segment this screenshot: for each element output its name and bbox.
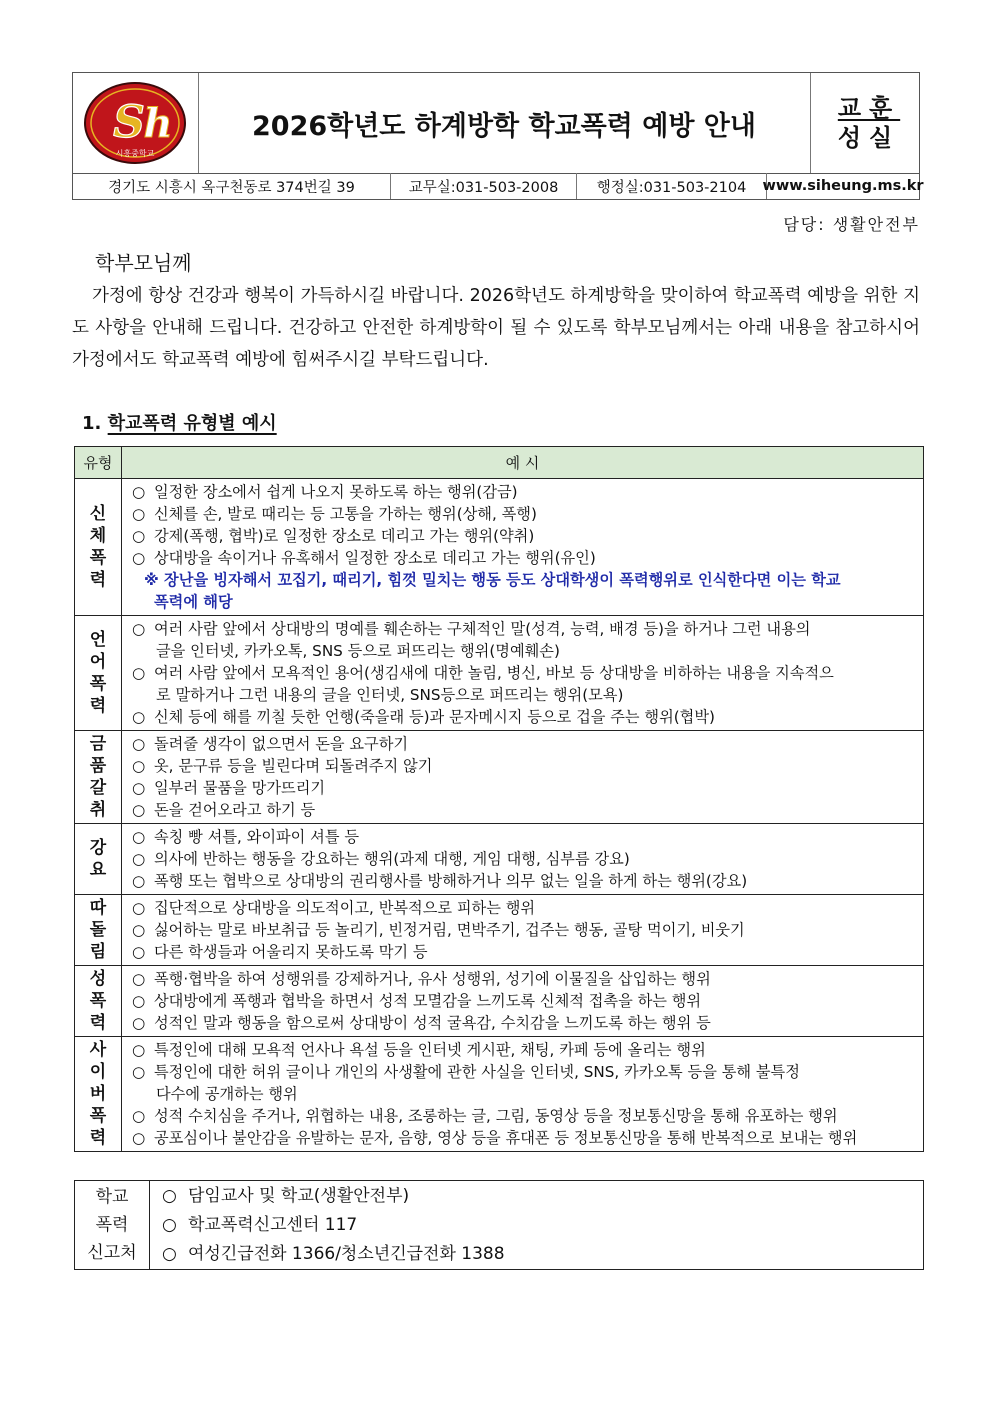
violence-type-label: 성 폭 력 — [75, 966, 122, 1037]
example-item: 글을 인터넷, 카카오톡, SNS 등으로 퍼뜨리는 행위(명예훼손) — [156, 642, 560, 660]
example-item: ○ 성적인 말과 행동을 함으로써 상대방이 성적 굴욕감, 수치감을 느끼도록 하는 행위 등 — [132, 1014, 711, 1032]
bullet-icon: ○ — [132, 828, 146, 846]
example-item: ○ 옷, 문구류 등을 빌린다며 되돌려주지 않기 — [132, 757, 433, 775]
section-title: 학교폭력 유형별 예시 — [107, 413, 277, 434]
bullet-icon: ○ — [132, 664, 146, 682]
table-row — [75, 895, 924, 966]
bullet-icon: ○ — [132, 735, 146, 753]
example-item: 다수에 공개하는 행위 — [156, 1085, 298, 1103]
bullet-icon: ○ — [162, 1214, 177, 1235]
motto-value: 성실 — [837, 124, 901, 152]
report-row — [75, 1181, 924, 1270]
violence-type-examples — [122, 616, 924, 731]
website-link[interactable]: www.siheung.ms.kr — [762, 178, 924, 194]
bullet-icon: ○ — [132, 505, 146, 523]
svg-text:S: S — [113, 97, 145, 148]
report-contact-item: ○ 학교폭력신고센터 117 — [162, 1211, 923, 1240]
report-label: 학교 폭력 신고처 — [75, 1181, 150, 1270]
section-heading — [82, 409, 277, 435]
report-contacts-table — [74, 1180, 924, 1270]
table-row — [75, 966, 924, 1037]
bullet-icon: ○ — [132, 921, 146, 939]
greeting: 학부모님께 — [95, 251, 192, 275]
office-phone: 교무실:031-503-2008 — [391, 173, 577, 199]
table-row — [75, 479, 924, 616]
column-header-type: 유형 — [75, 447, 122, 479]
svg-text:h: h — [143, 100, 173, 147]
example-item: ○ 상대방에게 폭행과 협박을 하면서 성적 모멸감을 느끼도록 신체적 접촉을 하는 행위 — [132, 992, 702, 1010]
bullet-icon: ○ — [132, 992, 146, 1010]
table-header-row — [75, 447, 924, 479]
example-item: ○ 돈을 걷어오라고 하기 등 — [132, 801, 316, 819]
bullet-icon: ○ — [132, 1014, 146, 1032]
school-letterhead — [72, 72, 924, 200]
example-item: ○ 집단적으로 상대방을 의도적이고, 반복적으로 피하는 행위 — [132, 899, 536, 917]
bullet-icon: ○ — [132, 549, 146, 567]
violence-type-label: 따 돌 림 — [75, 895, 122, 966]
example-item: ○ 신체를 손, 발로 때리는 등 고통을 가하는 행위(상해, 폭행) — [132, 505, 537, 523]
example-item: ○ 다른 학생들과 어울리지 못하도록 막기 등 — [132, 943, 428, 961]
violence-type-examples — [122, 895, 924, 966]
bullet-icon: ○ — [132, 708, 146, 726]
violence-type-examples — [122, 479, 924, 616]
letterhead-top-row — [73, 73, 919, 174]
bullet-icon: ○ — [132, 943, 146, 961]
example-item: ○ 공포심이나 불안감을 유발하는 문자, 음향, 영상 등을 휴대폰 등 정보통신망을 통해 반복적으로 보내는 행위 — [132, 1129, 858, 1147]
contact-row — [73, 173, 924, 199]
table-row — [75, 824, 924, 895]
bullet-icon: ○ — [132, 850, 146, 868]
warning-note: ※ 장난을 빙자해서 꼬집기, 때리기, 힘껏 밀치는 행동 등도 상대학생이 폭력행위로 인식한다면 이는 학교 — [144, 571, 841, 589]
example-item: ○ 여러 사람 앞에서 모욕적인 용어(생김새에 대한 놀림, 병신, 바보 등 상대방을 비하하는 내용을 지속적으 — [132, 664, 834, 682]
bullet-icon: ○ — [132, 1107, 146, 1125]
bullet-icon: ○ — [132, 1129, 146, 1147]
example-item: ○ 일정한 장소에서 쉽게 나오지 못하도록 하는 행위(감금) — [132, 483, 518, 501]
violence-type-label: 금 품 갈 취 — [75, 731, 122, 824]
bullet-icon: ○ — [132, 620, 146, 638]
bullet-icon: ○ — [132, 779, 146, 797]
bullet-icon: ○ — [132, 872, 146, 890]
bullet-icon: ○ — [132, 527, 146, 545]
example-item: ○ 상대방을 속이거나 유혹해서 일정한 장소로 데리고 가는 행위(유인) — [132, 549, 596, 567]
bullet-icon: ○ — [132, 1041, 146, 1059]
column-header-example: 예 시 — [122, 447, 924, 479]
school-logo-cell — [73, 73, 199, 173]
bullet-icon: ○ — [132, 970, 146, 988]
example-item: ○ 폭행·협박을 하여 성행위를 강제하거나, 유사 성행위, 성기에 이물질을 삽입하는 행위 — [132, 970, 711, 988]
motto-label: 교훈 — [837, 94, 901, 122]
violence-type-label: 강 요 — [75, 824, 122, 895]
violence-type-examples — [122, 966, 924, 1037]
school-logo — [73, 73, 198, 173]
example-item: ○ 강제(폭행, 협박)로 일정한 장소로 데리고 가는 행위(약취) — [132, 527, 535, 545]
violence-type-label: 사 이 버 폭 력 — [75, 1037, 122, 1152]
violence-type-label: 신 체 폭 력 — [75, 479, 122, 616]
address: 경기도 시흥시 옥구천동로 374번길 39 — [73, 173, 391, 199]
example-item: ○ 싫어하는 말로 바보취급 등 놀리기, 빈정거림, 면박주기, 겁주는 행동, 골탕 먹이기, 비웃기 — [132, 921, 745, 939]
report-contact-item: ○ 담임교사 및 학교(생활안전부) — [162, 1182, 923, 1211]
school-motto — [810, 73, 920, 173]
svg-text:시흥중학교: 시흥중학교 — [115, 149, 155, 158]
document-title-cell — [198, 73, 811, 173]
bullet-icon: ○ — [132, 1063, 146, 1081]
bullet-icon: ○ — [132, 801, 146, 819]
example-item: ○ 돌려줄 생각이 없으면서 돈을 요구하기 — [132, 735, 409, 753]
bullet-icon: ○ — [132, 899, 146, 917]
report-contact-item: ○ 여성긴급전화 1366/청소년긴급전화 1388 — [162, 1240, 923, 1269]
bullet-icon: ○ — [132, 483, 146, 501]
example-item: ○ 폭행 또는 협박으로 상대방의 권리행사를 방해하거나 의무 없는 일을 하게 하는 행위(강요) — [132, 872, 748, 890]
example-item: 로 말하거나 그런 내용의 글을 인터넷, SNS등으로 퍼뜨리는 행위(모욕) — [156, 686, 624, 704]
example-item: ○ 성적 수치심을 주거나, 위협하는 내용, 조롱하는 글, 그림, 동영상 등을 정보통신망을 통해 유포하는 행위 — [132, 1107, 838, 1125]
example-item: ○ 속칭 빵 셔틀, 와이파이 셔틀 등 — [132, 828, 360, 846]
example-item: ○ 신체 등에 해를 끼칠 듯한 언행(죽을래 등)과 문자메시지 등으로 겁을 주는 행위(협박) — [132, 708, 715, 726]
violence-type-label: 언 어 폭 력 — [75, 616, 122, 731]
intro-paragraph: 가정에 항상 건강과 행복이 가득하시길 바랍니다. 2026학년도 하계방학을 맞이하여 학교폭력 예방을 위한 지도 사항을 안내해 드립니다. 건강하고 안전한 하계방학이 될 수 있도록 학부모님께서는 아래 내용을 참고하시어 가정에서도 학교폭력 예방에 힘써주시길 부탁드립니다. — [72, 286, 920, 370]
report-items — [150, 1181, 924, 1270]
violence-type-examples — [122, 1037, 924, 1152]
table-row — [75, 1037, 924, 1152]
violence-type-examples — [122, 731, 924, 824]
department-in-charge: 담당: 생활안전부 — [783, 215, 920, 234]
section-number: 1. — [82, 413, 102, 434]
example-item: ○ 의사에 반하는 행동을 강요하는 행위(과제 대행, 게임 대행, 심부름 강요) — [132, 850, 630, 868]
violence-type-examples — [122, 824, 924, 895]
bullet-icon: ○ — [132, 757, 146, 775]
example-item: ○ 여러 사람 앞에서 상대방의 명예를 훼손하는 구체적인 말(성격, 능력, 배경 등)을 하거나 그런 내용의 — [132, 620, 811, 638]
warning-note-continued: 폭력에 해당 — [154, 593, 233, 611]
bullet-icon: ○ — [162, 1243, 177, 1264]
bullet-icon: ○ — [162, 1185, 177, 1206]
table-row — [75, 616, 924, 731]
example-item: ○ 일부러 물품을 망가뜨리기 — [132, 779, 326, 797]
admin-phone: 행정실:031-503-2104 — [577, 173, 767, 199]
table-row — [75, 731, 924, 824]
violence-types-table — [74, 446, 924, 1152]
example-item: ○ 특정인에 대해 모욕적 언사나 욕설 등을 인터넷 게시판, 채팅, 카페 등에 올리는 행위 — [132, 1041, 706, 1059]
document-title: 2026학년도 하계방학 학교폭력 예방 안내 — [252, 110, 756, 142]
example-item: ○ 특정인에 대한 허위 글이나 개인의 사생활에 관한 사실을 인터넷, SNS, 카카오톡 등을 통해 불특정 — [132, 1063, 800, 1081]
